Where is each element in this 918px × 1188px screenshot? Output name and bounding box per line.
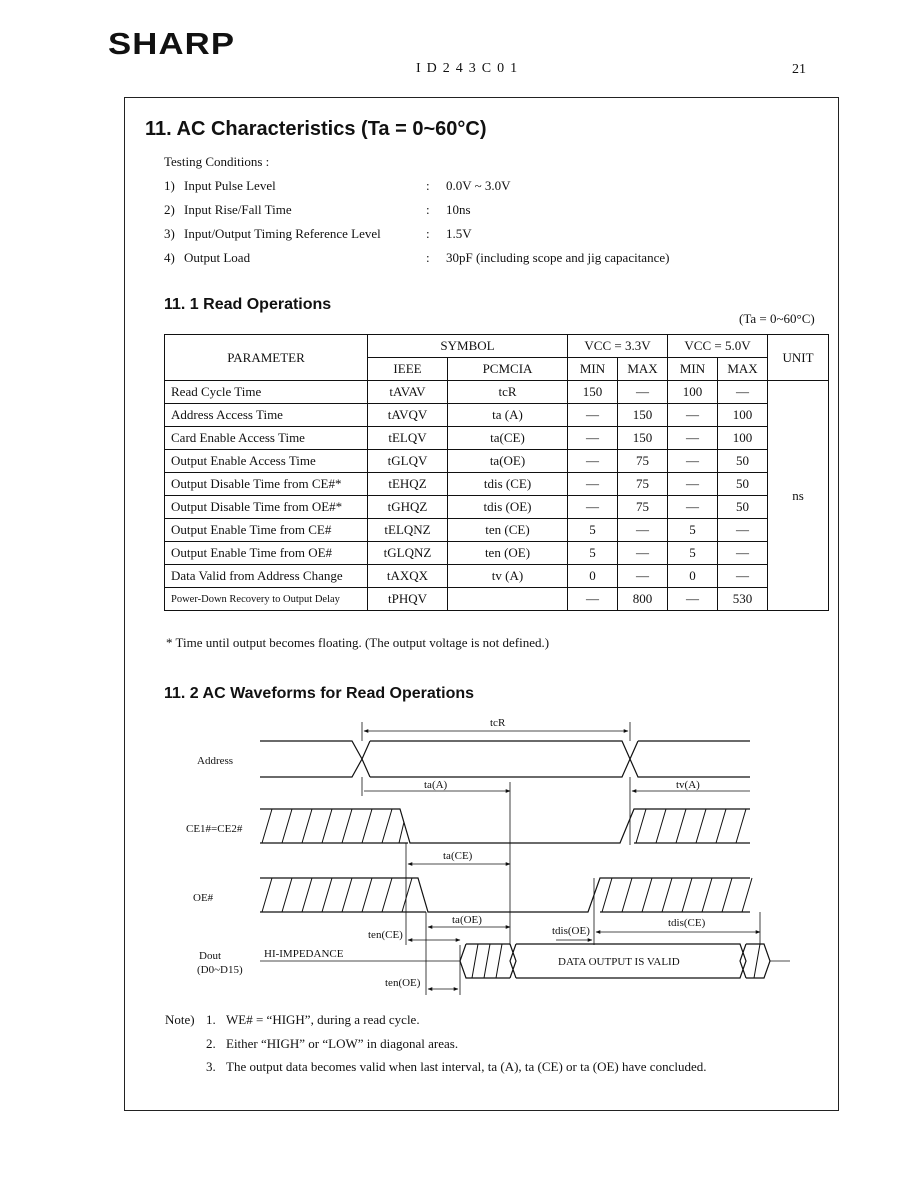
cell-ieee: tGHQZ: [368, 496, 448, 519]
cell-min50: —: [668, 427, 718, 450]
cell-max33: 75: [618, 473, 668, 496]
cell-min33: 150: [568, 381, 618, 404]
cell-max33: 150: [618, 427, 668, 450]
note-item: [206, 1036, 459, 1052]
ta-note: (Ta = 0~60°C): [739, 311, 815, 326]
cell-param: Output Enable Access Time: [165, 450, 368, 473]
timing-tdis-oe-label: tdis(OE): [552, 925, 590, 937]
cell-min50: —: [668, 450, 718, 473]
waveforms-title: 11. 2 AC Waveforms for Read Operations: [164, 685, 475, 702]
note-text: Either “HIGH” or “LOW” in diagonal areas.: [226, 1036, 459, 1051]
signal-oe-label: OE#: [193, 892, 214, 904]
condition-value: 1.5V: [446, 226, 472, 241]
cell-max50: —: [718, 542, 768, 565]
condition-name: Input/Output Timing Reference Level: [184, 226, 381, 241]
sharp-logo: SHARP: [108, 26, 236, 61]
cell-ieee: tGLQNZ: [368, 542, 448, 565]
notes-label: Note): [165, 1012, 195, 1027]
cell-min33: 5: [568, 542, 618, 565]
signal-dout-sub-label: (D0~D15): [197, 964, 243, 976]
cell-min50: 5: [668, 542, 718, 565]
cell-max33: —: [618, 519, 668, 542]
cell-ieee: tEHQZ: [368, 473, 448, 496]
condition-name: Input Rise/Fall Time: [184, 202, 292, 217]
document-id: ID243C01: [416, 61, 524, 76]
cell-min33: —: [568, 496, 618, 519]
timing-ta-a-label: ta(A): [424, 779, 448, 791]
condition-item: 4) Output Load : 30pF (including scope and jig capacitance): [164, 250, 670, 265]
cell-param: Power-Down Recovery to Output Delay: [165, 588, 368, 611]
cell-param: Output Disable Time from CE#*: [165, 473, 368, 496]
condition-value: 30pF (including scope and jig capacitance): [446, 250, 670, 265]
header-pcmcia: PCMCIA: [448, 358, 568, 381]
cell-max33: 75: [618, 450, 668, 473]
cell-param: Address Access Time: [165, 404, 368, 427]
condition-name: Input Pulse Level: [184, 178, 276, 193]
cell-min50: —: [668, 404, 718, 427]
cell-min33: 5: [568, 519, 618, 542]
cell-pcmcia: ta(OE): [448, 450, 568, 473]
timing-ten-oe-label: ten(OE): [385, 977, 421, 989]
header-parameter: PARAMETER: [165, 335, 368, 381]
condition-name: Output Load: [184, 250, 251, 265]
timing-ten-ce-label: ten(CE): [368, 929, 403, 941]
timing-tdis-ce-label: tdis(CE): [668, 917, 706, 929]
cell-max33: 75: [618, 496, 668, 519]
signal-ce-label: CE1#=CE2#: [186, 823, 243, 835]
cell-max50: 50: [718, 450, 768, 473]
note-num: 2.: [206, 1036, 216, 1051]
cell-pcmcia: tdis (OE): [448, 496, 568, 519]
note-num: 1.: [206, 1012, 216, 1027]
cell-pcmcia: ta(CE): [448, 427, 568, 450]
cell-param: Data Valid from Address Change: [165, 565, 368, 588]
cell-ieee: tPHQV: [368, 588, 448, 611]
cell-min50: —: [668, 473, 718, 496]
cell-pcmcia: tv (A): [448, 565, 568, 588]
cell-pcmcia: ta (A): [448, 404, 568, 427]
cell-ieee: tELQNZ: [368, 519, 448, 542]
cell-pcmcia: ten (OE): [448, 542, 568, 565]
cell-pcmcia: tdis (CE): [448, 473, 568, 496]
table-footnote: * Time until output becomes floating. (The output voltage is not defined.): [166, 635, 550, 650]
cell-min33: —: [568, 427, 618, 450]
cell-min33: —: [568, 450, 618, 473]
cell-min50: —: [668, 496, 718, 519]
cell-max50: —: [718, 381, 768, 404]
header-min: MIN: [668, 358, 718, 381]
timing-ta-ce-label: ta(CE): [443, 850, 473, 862]
condition-item: 3) Input/Output Timing Reference Level : 1.5V: [164, 226, 472, 241]
timing-tcr-label: tcR: [490, 717, 506, 729]
cell-ieee: tAXQX: [368, 565, 448, 588]
timing-tv-a-label: tv(A): [676, 779, 700, 791]
header-ieee: IEEE: [368, 358, 448, 381]
cell-min50: 0: [668, 565, 718, 588]
timing-ta-oe-label: ta(OE): [452, 914, 482, 926]
cell-ieee: tGLQV: [368, 450, 448, 473]
cell-max50: 530: [718, 588, 768, 611]
signal-dout-label: Dout: [199, 950, 221, 962]
header-vcc50: VCC = 5.0V: [668, 335, 768, 358]
page-number: 21: [792, 62, 806, 77]
hi-impedance-label: HI-IMPEDANCE: [264, 948, 344, 960]
cell-param: Output Enable Time from CE#: [165, 519, 368, 542]
cell-max50: 50: [718, 473, 768, 496]
testing-conditions-label: Testing Conditions :: [164, 154, 270, 169]
header-unit: UNIT: [768, 335, 829, 381]
condition-num: 4): [164, 250, 175, 265]
cell-max50: —: [718, 565, 768, 588]
read-ops-title: 11. 1 Read Operations: [164, 296, 332, 313]
cell-unit: ns: [768, 381, 829, 611]
cell-min33: —: [568, 473, 618, 496]
cell-max33: —: [618, 565, 668, 588]
header-min: MIN: [568, 358, 618, 381]
note-item: [206, 1059, 707, 1075]
cell-max33: —: [618, 542, 668, 565]
cell-max50: 100: [718, 404, 768, 427]
cell-max33: —: [618, 381, 668, 404]
condition-item: 2) Input Rise/Fall Time : 10ns: [164, 202, 471, 217]
cell-max33: 150: [618, 404, 668, 427]
note-text: WE# = “HIGH”, during a read cycle.: [226, 1012, 420, 1027]
header-max: MAX: [618, 358, 668, 381]
cell-param: Output Disable Time from OE#*: [165, 496, 368, 519]
cell-min33: 0: [568, 565, 618, 588]
condition-num: 1): [164, 178, 175, 193]
cell-max33: 800: [618, 588, 668, 611]
data-valid-label: DATA OUTPUT IS VALID: [558, 956, 680, 968]
cell-max50: 100: [718, 427, 768, 450]
cell-min50: 5: [668, 519, 718, 542]
condition-num: 2): [164, 202, 175, 217]
condition-value: 10ns: [446, 202, 471, 217]
cell-min33: —: [568, 404, 618, 427]
cell-ieee: tAVAV: [368, 381, 448, 404]
cell-max50: —: [718, 519, 768, 542]
cell-min50: 100: [668, 381, 718, 404]
cell-param: Read Cycle Time: [165, 381, 368, 404]
header-symbol: SYMBOL: [368, 335, 568, 358]
header-vcc33: VCC = 3.3V: [568, 335, 668, 358]
section-title: 11. AC Characteristics (Ta = 0~60°C): [145, 118, 487, 140]
cell-min33: —: [568, 588, 618, 611]
note-num: 3.: [206, 1059, 216, 1074]
note-text: The output data becomes valid when last interval, ta (A), ta (CE) or ta (OE) have concluded.: [226, 1059, 707, 1074]
cell-ieee: tELQV: [368, 427, 448, 450]
cell-param: Output Enable Time from OE#: [165, 542, 368, 565]
cell-max50: 50: [718, 496, 768, 519]
condition-num: 3): [164, 226, 175, 241]
cell-pcmcia: tcR: [448, 381, 568, 404]
header-max: MAX: [718, 358, 768, 381]
signal-address-label: Address: [197, 755, 234, 767]
cell-param: Card Enable Access Time: [165, 427, 368, 450]
cell-ieee: tAVQV: [368, 404, 448, 427]
condition-value: 0.0V ~ 3.0V: [446, 178, 511, 193]
cell-pcmcia: ten (CE): [448, 519, 568, 542]
cell-min50: —: [668, 588, 718, 611]
note-item: [165, 1012, 420, 1028]
condition-item: 1) Input Pulse Level : 0.0V ~ 3.0V: [164, 178, 511, 193]
